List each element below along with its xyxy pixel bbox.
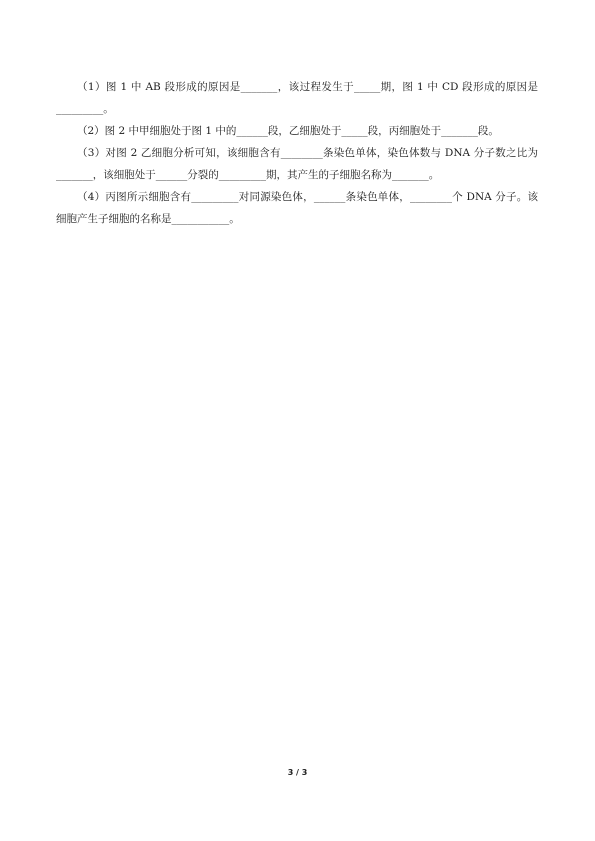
question-3: （3）对图 2 乙细胞分析可知，该细胞含有________条染色单体，染色体数与 DNA 分子数之比为_______，该细胞处于______分裂的_________期，其产生的子细胞名称为_______。 <box>56 147 538 181</box>
question-4: （4）丙图所示细胞含有_________对同源染色体，______条染色单体，________个 DNA 分子。该细胞产生子细胞的名称是___________。 <box>56 191 538 225</box>
question-list <box>56 76 538 230</box>
question-2: （2）图 2 中甲细胞处于图 1 中的______段，乙细胞处于_____段，丙细胞处于_______段。 <box>77 125 499 137</box>
page-number: 3 / 3 <box>287 768 308 777</box>
question-1: （1）图 1 中 AB 段形成的原因是_______，该过程发生于_____期，图 1 中 CD 段形成的原因是_________。 <box>56 81 538 115</box>
